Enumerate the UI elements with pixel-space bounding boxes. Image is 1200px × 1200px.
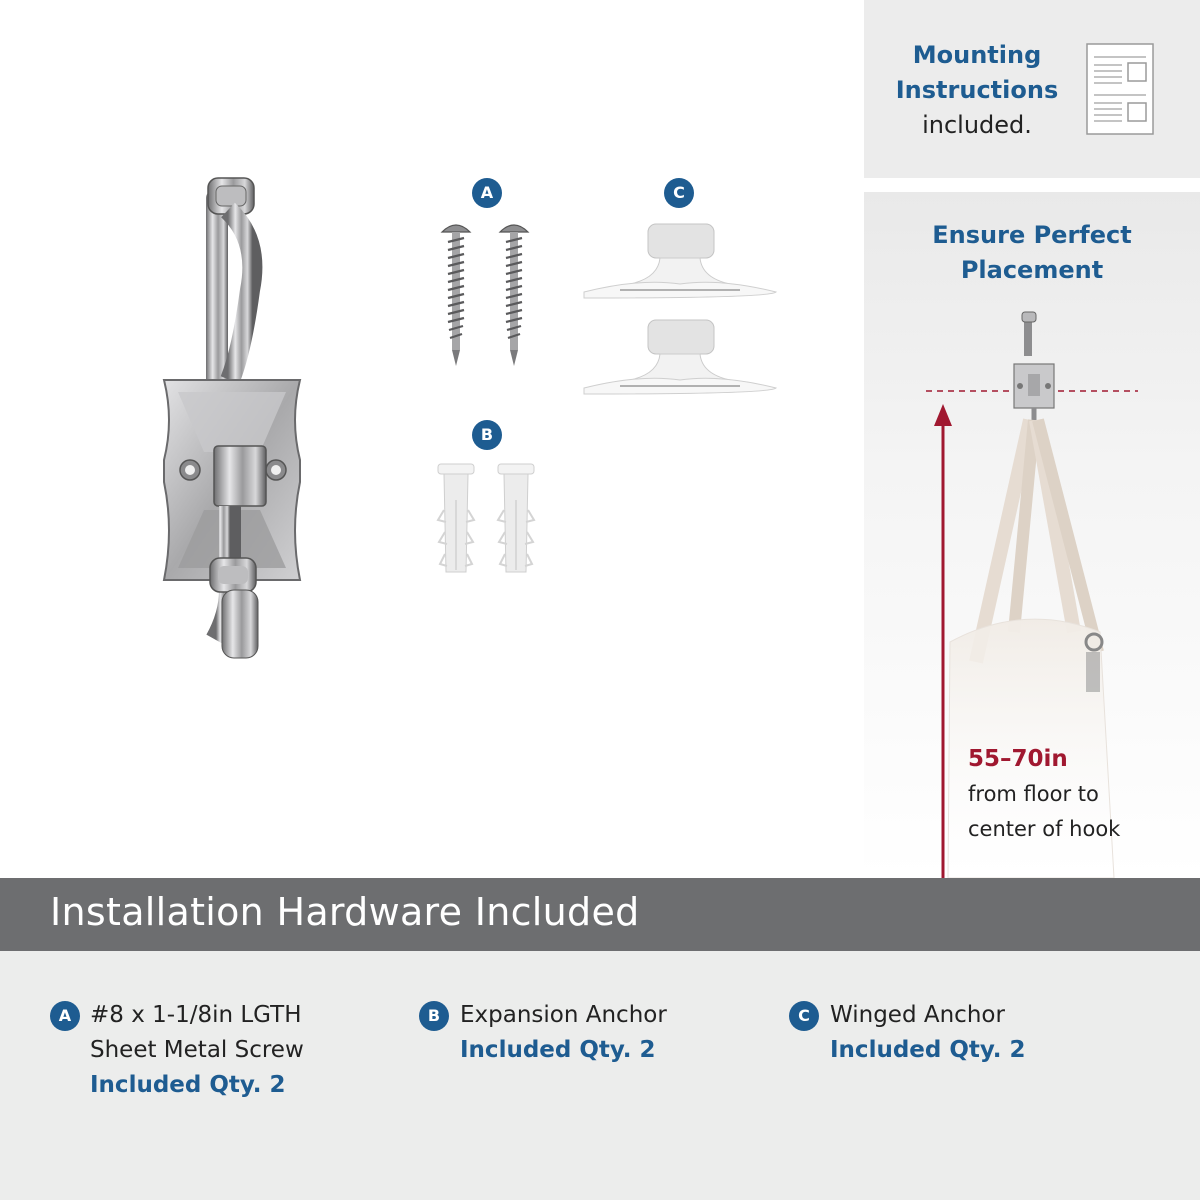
mounting-instructions-title-2: Instructions [895,76,1059,104]
hardware-b-name: Expansion Anchor [460,1002,667,1028]
mounting-instructions-panel [864,0,1200,178]
hardware-c-name: Winged Anchor [830,1002,1005,1028]
placement-height: 55–70in [968,746,1068,772]
placement-measure [968,742,1120,847]
hardware-a-item [90,998,304,1103]
mounting-instructions-text [864,38,1090,143]
placement-title-2: Placement [960,256,1104,284]
mounting-instructions-title-1: Mounting [912,41,1042,69]
hardware-c-item [830,998,1026,1068]
mounting-instructions-subtitle: included. [922,111,1032,139]
placement-title-1: Ensure Perfect [932,221,1132,249]
placement-panel [864,192,1200,878]
part-b-badge: B [472,420,502,450]
hook-product-image [150,170,330,665]
hardware-a-name-1: #8 x 1-1/8in LGTH [90,1002,302,1028]
placement-desc-2: center of hook [968,817,1121,841]
document-icon [1086,43,1154,135]
hardware-a-qty: Included Qty. 2 [90,1072,286,1098]
hardware-c-qty: Included Qty. 2 [830,1037,1026,1063]
expansion-anchors-image [430,460,550,580]
placement-desc-1: from floor to [968,782,1099,806]
hardware-footer [0,951,1200,1200]
banner-title: Installation Hardware Included [50,890,640,934]
hardware-b-badge: B [419,1001,449,1031]
placement-title [864,218,1200,288]
installation-banner [0,878,1200,951]
screws-image [436,220,536,370]
hardware-b-item [460,998,667,1068]
winged-anchors-image [580,220,780,395]
hardware-c-badge: C [789,1001,819,1031]
hardware-a-name-2: Sheet Metal Screw [90,1037,304,1063]
part-a-badge: A [472,178,502,208]
hardware-a-badge: A [50,1001,80,1031]
hardware-b-qty: Included Qty. 2 [460,1037,656,1063]
part-c-badge: C [664,178,694,208]
